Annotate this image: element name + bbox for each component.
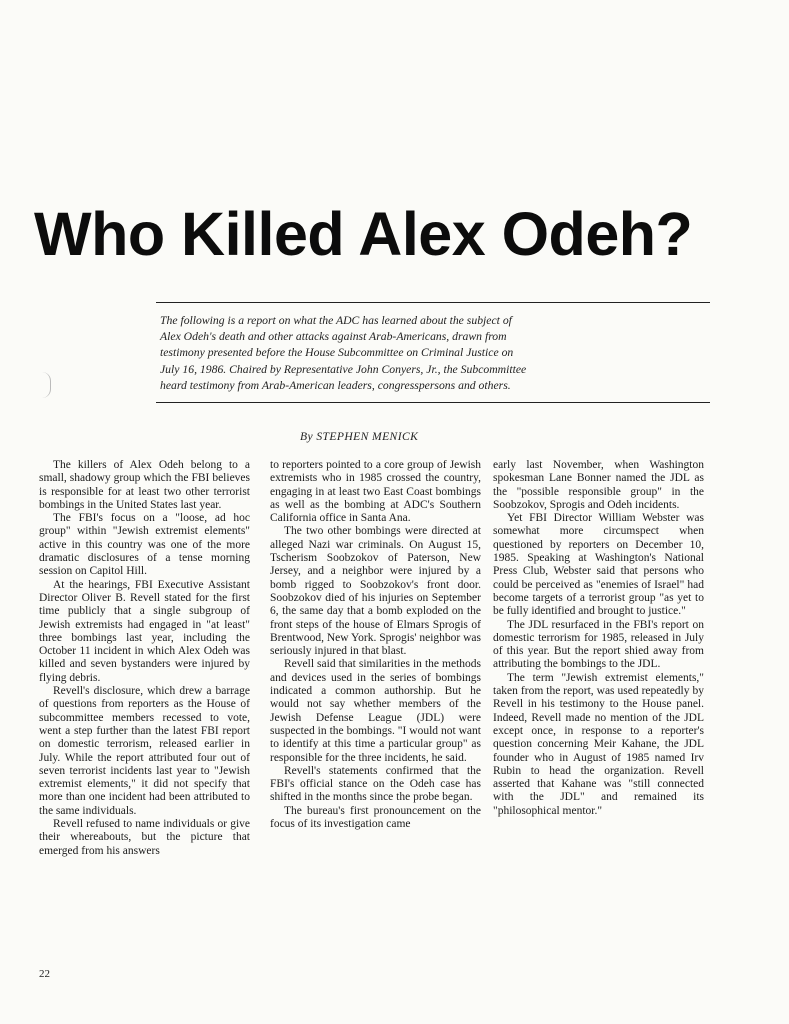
- page-number: 22: [39, 968, 50, 980]
- scan-edge-mark: [42, 372, 51, 398]
- body-paragraph: Revell said that similarities in the methods and devices used in the series of bombings indicated a common authorship. But he would not say whether members of the Jewish Defense League (JDL) were suspected in the bombings. "I would not want to identify at this time a particular group" as responsible for the three incidents, he said.: [270, 658, 481, 764]
- body-paragraph: Revell's disclosure, which drew a barrage of questions from reporters as the House of subcommittee members recessed to vote, went a step further than the latest FBI report on domestic terrorism, released earlier in July. While the report attributed four out of seven terrorist incidents last year to "Jewish extremist elements," it did not specify that more than one incident had been attributed to the same individuals.: [39, 685, 250, 817]
- body-paragraph: early last November, when Washington spokesman Lane Bonner named the JDL as the "possible responsible group" in the Soobzokov, Sprogis and Odeh incidents.: [493, 459, 704, 511]
- text-column-2: [270, 459, 481, 831]
- body-paragraph: The bureau's first pronouncement on the focus of its investigation came: [270, 804, 481, 831]
- byline: By STEPHEN MENICK: [300, 430, 419, 443]
- body-paragraph: The killers of Alex Odeh belong to a small, shadowy group which the FBI believes is responsible for at least two other terrorist bombings in the United States last year.: [39, 459, 250, 511]
- body-paragraph: to reporters pointed to a core group of Jewish extremists who in 1985 crossed the country, engaging in at least two East Coast bombings as well as the bombing at ADC's Southern California office in Santa Ana.: [270, 459, 481, 525]
- text-column-1: [39, 459, 250, 858]
- body-paragraph: The two other bombings were directed at alleged Nazi war criminals. On August 15, Tscherism Soobzokov of Paterson, New Jersey, and a neighbor were injured by a bomb rigged to Soobzokov's front door. Soobzokov died of his injuries on September 6, the same day that a bomb exploded on the front steps of the house of Elmars Sprogis of Brentwood, New York. Sprogis' neighbor was seriously injured in that blast.: [270, 525, 481, 658]
- body-paragraph: Yet FBI Director William Webster was somewhat more circumspect when questioned by reporters on December 10, 1985. Speaking at Washington's National Press Club, Webster said that persons who could be perceived as "enemies of Israel" had become targets of a terrorist group "as yet to be fully identified and brought to justice.": [493, 512, 704, 618]
- body-paragraph: The FBI's focus on a "loose, ad hoc group" within "Jewish extremist elements" active in this country was one of the more dramatic disclosures of a tense morning session on Capitol Hill.: [39, 512, 250, 578]
- deck-line: testimony presented before the House Subcommittee on Criminal Justice on: [160, 346, 514, 360]
- body-paragraph: The term "Jewish extremist elements," taken from the report, was used repeatedly by Revell in his testimony to the House panel. Indeed, Revell made no mention of the JDL except once, in response to a reporter's question concerning Meir Kahane, the JDL founder who in August of 1985 named Irv Rubin to head the organization. Revell asserted that Kahane was "still connected with the JDL" and remained its "philosophical mentor.": [493, 671, 704, 817]
- body-paragraph: At the hearings, FBI Executive Assistant Director Oliver B. Revell stated for the first time publicly that a single subgroup of Jewish extremists had engaged in "at least" three bombings last year, including the October 11 incident in which Alex Odeh was killed and seven bystanders were injured by flying debris.: [39, 578, 250, 684]
- deck-line: Alex Odeh's death and other attacks against Arab-Americans, drawn from: [160, 330, 507, 344]
- deck-bottom-rule: [156, 402, 710, 403]
- body-paragraph: Revell refused to name individuals or give their whereabouts, but the picture that emerged from his answers: [39, 818, 250, 857]
- deck-line: July 16, 1986. Chaired by Representative John Conyers, Jr., the Subcommittee: [160, 362, 527, 376]
- deck-line: heard testimony from Arab-American leaders, congresspersons and others.: [160, 378, 511, 392]
- article-deck: [160, 313, 593, 394]
- deck-line: The following is a report on what the ADC has learned about the subject of: [160, 314, 512, 327]
- article-title: Who Killed Alex Odeh?: [34, 200, 693, 268]
- body-paragraph: The JDL resurfaced in the FBI's report on domestic terrorism for 1985, released in July of this year. But the report shied away from attributing the bombings to the JDL.: [493, 618, 704, 671]
- body-paragraph: Revell's statements confirmed that the FBI's official stance on the Odeh case has shifted in the months since the probe began.: [270, 764, 481, 804]
- deck-top-rule: [156, 302, 710, 303]
- text-column-3: [493, 459, 704, 818]
